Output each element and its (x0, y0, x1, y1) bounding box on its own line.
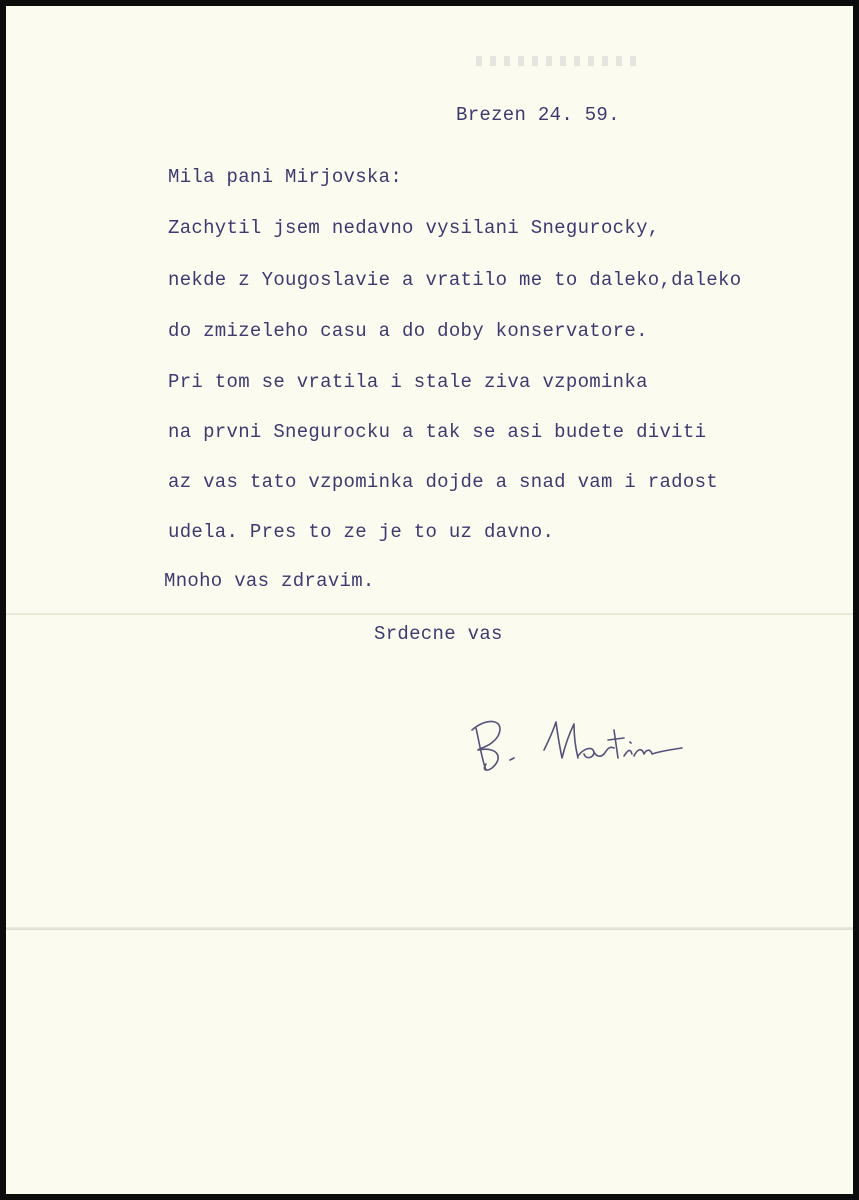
body-line: udela. Pres to ze je to uz davno. (168, 521, 555, 543)
body-line: az vas tato vzpominka dojde a snad vam i radost (168, 471, 718, 493)
letter-salutation: Mila pani Mirjovska: (168, 166, 403, 188)
body-line: Zachytil jsem nedavno vysilani Snegurocky, (168, 217, 660, 239)
letter-closing: Srdecne vas (374, 623, 503, 645)
letter-date: Brezen 24. 59. (456, 104, 620, 126)
body-line: na prvni Snegurocku a tak se asi budete diviti (168, 421, 707, 443)
paper-fold-upper (6, 613, 853, 615)
paper-fold-lower (6, 927, 853, 930)
faded-letterhead-marks (476, 56, 636, 66)
body-line: nekde z Yougoslavie a vratilo me to daleko,daleko (168, 269, 742, 291)
handwritten-signature (458, 698, 718, 788)
body-line: do zmizeleho casu a do doby konservatore. (168, 320, 648, 342)
body-line: Pri tom se vratila i stale ziva vzpominka (168, 371, 648, 393)
letter-greeting: Mnoho vas zdravim. (164, 570, 375, 592)
